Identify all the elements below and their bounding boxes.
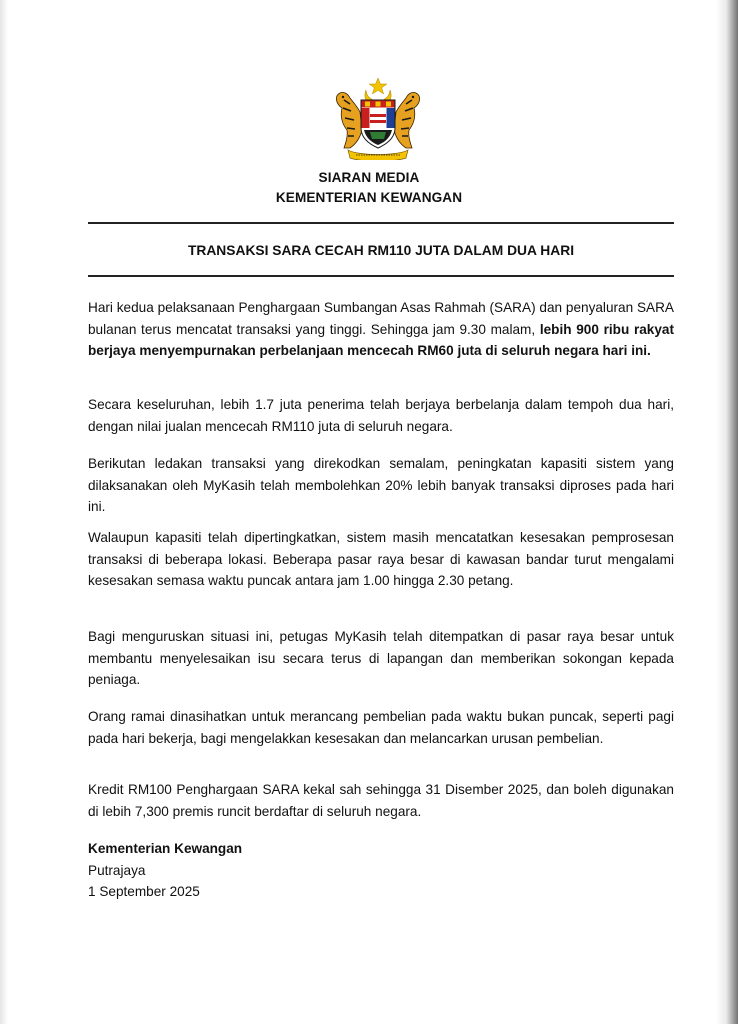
- paragraph-5: Bagi menguruskan situasi ini, petugas MyKasih telah ditempatkan di pasar raya besar untuk membantu menyelesaikan isu secara terus di lapangan dan memberikan sokongan kepada peniaga.: [88, 629, 674, 688]
- paragraph-2: Secara keseluruhan, lebih 1.7 juta penerima telah berjaya berbelanja dalam tempoh dua hari, dengan nilai jualan mencecah RM110 juta di seluruh negara.: [88, 397, 674, 434]
- signature-date: 1 September 2025: [88, 884, 200, 900]
- signature-block: [88, 838, 242, 903]
- paragraph-1-text: Hari kedua pelaksanaan Penghargaan Sumbangan Asas Rahmah (SARA) dan penyaluran SARA bulanan terus mencatat transaksi yang tinggi. Sehingga jam 9.30 malam,: [88, 300, 674, 337]
- signature-place: Putrajaya: [88, 862, 146, 878]
- scan-shadow-right: [716, 0, 738, 1024]
- release-type-title: SIARAN MEDIA: [318, 170, 420, 185]
- press-release-headline: TRANSAKSI SARA CECAH RM110 JUTA DALAM DUA HARI: [187, 243, 575, 258]
- scan-shadow-left: [0, 0, 8, 1024]
- ministry-title: KEMENTERIAN KEWANGAN: [275, 190, 463, 205]
- paragraph-1-bold-text: lebih 900 ribu rakyat berjaya menyempurnakan perbelanjaan mencecah RM60 juta di seluruh negara hari ini.: [88, 321, 674, 359]
- paragraph-6: Orang ramai dinasihatkan untuk merancang pembelian pada waktu bukan puncak, seperti pagi pada hari bekerja, bagi mengelakkan kesesakan dan melancarkan urusan pembelian.: [88, 709, 674, 746]
- paragraph-7: Kredit RM100 Penghargaan SARA kekal sah sehingga 31 Disember 2025, dan boleh digunakan di lebih 7,300 premis runcit berdaftar di seluruh negara.: [88, 782, 674, 819]
- signature-organization: Kementerian Kewangan: [88, 841, 243, 856]
- paragraph-3: Berikutan ledakan transaksi yang direkodkan semalam, peningkatan kapasiti sistem yang dilaksanakan oleh MyKasih telah membolehkan 20% lebih banyak transaksi diproses pada hari ini.: [88, 456, 674, 515]
- top-divider: [88, 222, 674, 224]
- paragraph-4: Walaupun kapasiti telah dipertingkatkan, sistem masih mencatatkan kesesakan pemprosesan transaksi di beberapa lokasi. Beberapa pasar raya besar di kawasan bandar turut mengalami kesesakan semasa waktu puncak antara jam 1.00 hingga 2.30 petang.: [88, 530, 674, 589]
- paragraph-1: [88, 297, 674, 362]
- bottom-divider: [88, 275, 674, 277]
- malaysia-coat-of-arms-icon: [328, 78, 428, 160]
